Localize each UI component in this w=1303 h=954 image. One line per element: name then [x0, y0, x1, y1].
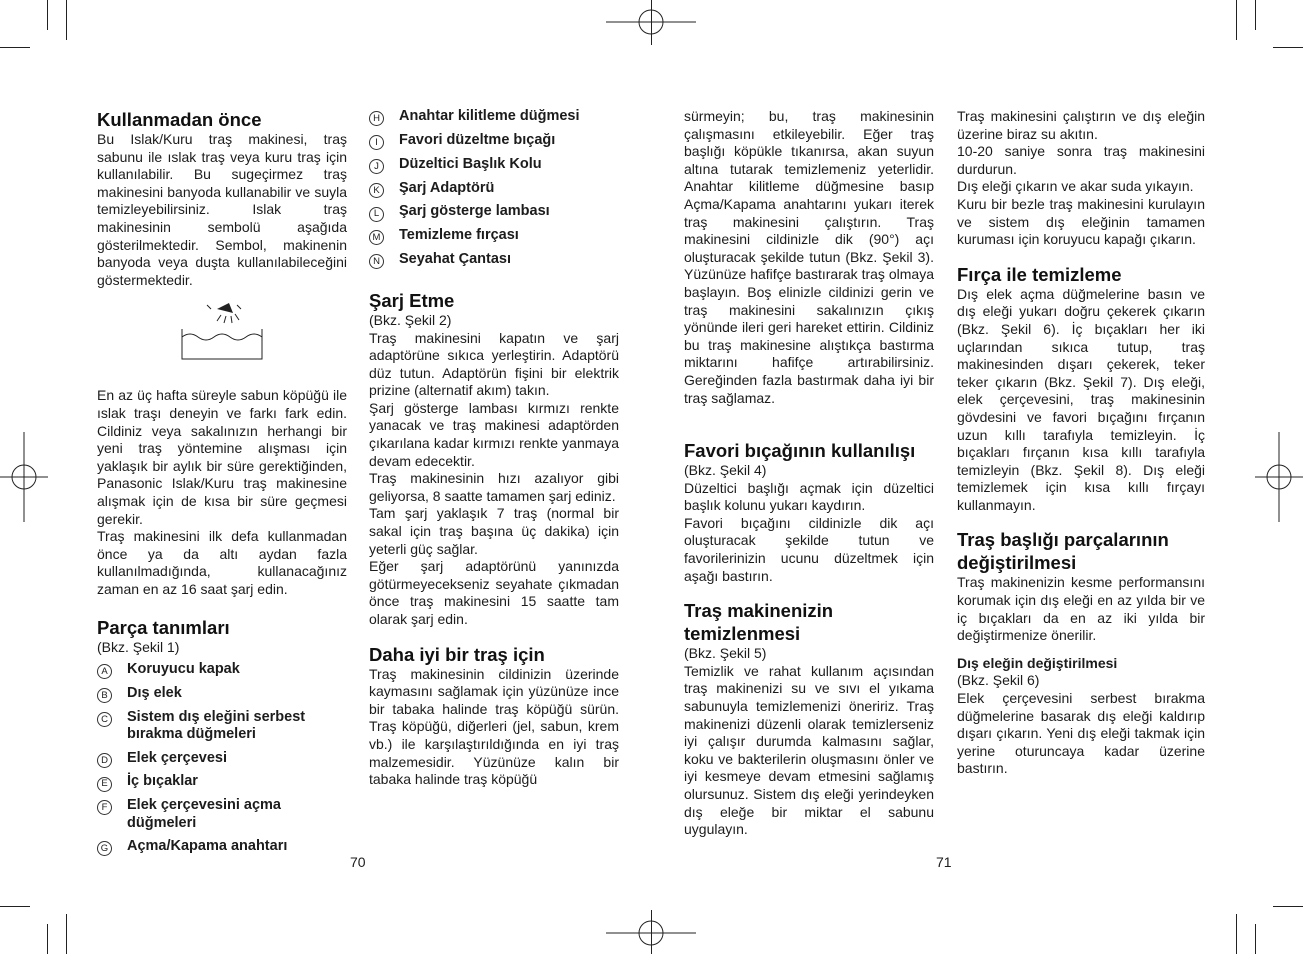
column-4: [957, 108, 1205, 778]
list-item: [369, 132, 619, 150]
letter-badge: I: [369, 135, 384, 150]
subsection-title-outer-foil: Dış eleğin değiştirilmesi: [957, 654, 1118, 671]
charging-p1: Traş makinesini kapatın ve şarj adaptörüne sıkıca yerleştirin. Adaptörü düz tutun. Adaptörün fişini bir elektrik prizine (alternatif akım) takın.: [369, 329, 619, 399]
list-item: [97, 709, 347, 744]
letter-badge: B: [97, 688, 112, 703]
part-label: Sistem dış eleğini serbest bırakma düğmeleri: [127, 708, 306, 743]
letter-badge: D: [97, 753, 112, 768]
section-title-favorite-trimmer: Favori bıçağının kullanılışı: [684, 440, 916, 462]
letter-badge: L: [369, 207, 384, 222]
letter-badge: M: [369, 230, 384, 245]
part-label: Koruyucu kapak: [127, 661, 240, 678]
crop-mark: [1255, 924, 1256, 954]
brush-cleaning-p1: Dış elek açma düğmelerine basın ve dış eleği yukarı doğru çekerek çıkarın (Bkz. Şekil 6). İç bıçakları her iki uçlarından sıkıca tutup, traş makinesinden dışarı çekerek, teker teker çıkarın (Bkz. Şekil 7). Dış eleği, elek çerçevesini, traş makinesinin gövdesini ve favori bıçağını fırçanın uzun kıllı tarafıyla temizleyin. İç bıçakları fırçanın kısa kıllı tarafıyla temizleyin (Bkz. Şekil 8). Dış eleği temizlemek için kısa kıllı fırçayı kullanmayın.: [957, 285, 1205, 513]
letter-badge: A: [97, 664, 112, 679]
part-label: Açma/Kapama anahtarı: [127, 838, 288, 854]
part-label: Seyahat Çantası: [399, 251, 512, 268]
before-use-para2: En az üç hafta süreyle sabun köpüğü ile ıslak traşı deneyin ve farkı fark edin. Cildiniz veya sakalınızın herhangi bir yeni traş yöntemine alışması için yaklaşık bir aylık bir süre gerektiğinden, Panasonic Islak/Kuru traş makinesine alışmak için de kısa bir süre geçmesi gerekir.: [97, 387, 347, 527]
crop-mark: [0, 906, 30, 907]
cleaning-p1: Temizlik ve rahat kullanım açısından traş makinenizi su ve sıvı el yıkama sabunuyla temizlemenizi öneririz. Traş makinenizi düzenli olarak temizlerseniz iyi çalışır durumda kalmasını sağlar, koku ve bakterilerin oluşmasını önler ve iyi kesmeye devam etmesini sağlamış olursunuz. Sistem dış eleği yerindeyken dış eleğe bir miktar el sabunu uygulayın.: [684, 662, 934, 838]
part-label: İç bıçaklar: [127, 773, 198, 790]
part-label: Elek çerçevesini açma düğmeleri: [127, 797, 281, 831]
crop-mark: [47, 0, 48, 30]
list-item: [97, 661, 347, 679]
crop-mark: [0, 47, 30, 48]
part-label: Şarj Adaptörü: [399, 179, 495, 196]
replacing-sub-ref: (Bkz. Şekil 6): [957, 672, 1040, 689]
cleaning-p2: Traş makinesini çalıştırın ve dış eleğin üzerine biraz su akıtın.: [957, 108, 1205, 142]
list-item: [369, 203, 619, 221]
letter-badge: E: [97, 777, 112, 792]
section-title-charging: Şarj Etme: [369, 289, 455, 311]
favorite-trimmer-p1: Düzeltici başlığı açmak için düzeltici başlık kolunu yukarı kaydırın.: [684, 479, 934, 514]
registration-mark-top: [606, 0, 696, 48]
cleaning-ref: (Bkz. Şekil 5): [684, 645, 767, 662]
letter-badge: K: [369, 183, 384, 198]
part-label: Dış elek: [127, 684, 182, 701]
charging-ref: (Bkz. Şekil 2): [369, 311, 452, 328]
cleaning-p5: Kuru bir bezle traş makinesini kurulayın ve sistem dış eleğinin tamamen kuruması için koruyucu kapağı çıkarın.: [957, 195, 1205, 248]
replacing-sub-p1: Elek çerçevesini serbest bırakma düğmelerine basarak dış eleği kaldırıp dışarı çıkarın. Yeni dış eleği takmak için yerine oturuncaya kadar üzerine bastırın.: [957, 690, 1205, 777]
registration-mark-bottom: [606, 912, 696, 954]
list-item: [97, 838, 347, 856]
section-title-before-use: Kullanmadan önce: [97, 109, 262, 130]
before-use-para3: Traş makinesini ilk defa kullanmadan önce ya da altı aydan fazla kullanılmadığında, kullanacağınız zaman en az 16 saat şarj edin.: [97, 528, 347, 597]
replacing-p1: Traş makinenizin kesme performansını korumak için dış eleği en az yılda bir ve iç bıçakları da en az iki yılda bir değiştirmenize önerilir.: [957, 574, 1205, 644]
better-shave-cont: sürmeyin; bu, traş makinesinin çalışmasını etkileyebilir. Eğer traş başlığı köpükle tıkanırsa, akan suyun altına tutarak temizlemeniz yeterlidir. Anahtar kilitleme düğmesine basıp Açma/Kapama anahtarını yukarı iterek traş makinesini çalıştırın. Traş makinesini cildinizle dik (90°) açı oluşturacak şekilde tutun (Bkz. Şekil 3). Yüzünüze hafifçe bastırarak traş olmaya başlayın. Boş elinizle cildinizi gerin ve traş makinesini sakalınızın çıkış yönünde ileri geri hareket ettirin. Cildiniz bu traş makinesine alıştıkça bastırma miktarını hafifçe artırabilirsiniz. Gereğinden fazla bastırmak daha iyi bir traş sağlamaz.: [684, 108, 934, 406]
list-item: [97, 750, 347, 768]
section-title-parts: Parça tanımları: [97, 617, 230, 639]
column-2: [369, 108, 619, 789]
registration-mark-left: [0, 432, 48, 522]
cleaning-p4: Dış eleği çıkarın ve akar suda yıkayın.: [957, 178, 1194, 195]
charging-p4: Tam şarj yaklaşık 7 traş (normal bir sakal için traş başına üç dakika) için yeterli güç sağlar.: [369, 505, 619, 557]
letter-badge: H: [369, 111, 384, 126]
parts-list: [97, 661, 347, 856]
charging-p2: Şarj gösterge lambası kırmızı renkte yanacak ve traş makinesi adaptörden çıkarılana kadar kırmızı renkte yanmaya devam edecektir.: [369, 399, 619, 469]
favorite-trimmer-p2: Favori bıçağını cildinizle dik açı oluşturacak şekilde tutun ve favorilerinizin ucunu düzeltmek için aşağı bastırın.: [684, 514, 934, 584]
page-number-left: 70: [350, 854, 366, 870]
part-label: Favori düzeltme bıçağı: [399, 131, 556, 148]
registration-mark-right: [1255, 432, 1303, 522]
shower-bath-icon: [97, 301, 347, 371]
list-item: [97, 685, 347, 703]
part-label: Elek çerçevesi: [127, 749, 227, 766]
crop-mark: [1273, 47, 1303, 48]
part-label: Anahtar kilitleme düğmesi: [399, 108, 580, 124]
parts-list-cont: [369, 108, 619, 269]
favorite-trimmer-ref: (Bkz. Şekil 4): [684, 462, 767, 479]
letter-badge: G: [97, 841, 112, 856]
crop-mark: [66, 914, 67, 954]
list-item: [97, 773, 347, 791]
section-title-brush-cleaning: Fırça ile temizleme: [957, 263, 1122, 285]
crop-mark: [1255, 0, 1256, 30]
crop-mark: [66, 0, 67, 40]
part-label: Şarj gösterge lambası: [399, 203, 550, 220]
crop-mark: [1236, 914, 1237, 954]
letter-badge: F: [97, 800, 112, 815]
parts-ref: (Bkz. Şekil 1): [97, 639, 180, 656]
part-label: Temizleme fırçası: [399, 227, 519, 244]
list-item: [369, 108, 619, 126]
section-title-replacing: Traş başlığı parçalarının değiştirilmesi: [957, 529, 1169, 574]
letter-badge: N: [369, 254, 384, 269]
section-title-better-shave: Daha iyi bir traş için: [369, 643, 545, 665]
letter-badge: J: [369, 159, 384, 174]
letter-badge: C: [97, 712, 112, 727]
crop-mark: [1273, 906, 1303, 907]
column-1: [97, 108, 347, 862]
charging-p3: Traş makinesinin hızı azalıyor gibi geliyorsa, 8 saatte tamamen şarj ediniz.: [369, 470, 619, 504]
cleaning-p3: 10-20 saniye sonra traş makinesini durdurun.: [957, 143, 1205, 177]
before-use-intro: Bu Islak/Kuru traş makinesi, traş sabunu ile ıslak traş veya kuru traş için kullanılabilir. Bu sugeçirmez traş makinesini banyoda kullanabilir ve suyla temizleyebilirsiniz. Islak traş makinesinin sembolü aşağıda gösterilmektedir. Sembol, makinenin banyoda veya duşta kullanılabileceğini göstermektedir.: [97, 131, 347, 288]
charging-p5: Eğer şarj adaptörünü yanınızda götürmeyecekseniz seyahate çıkmadan önce traş makinesini 15 saatte tam olarak şarj edin.: [369, 558, 619, 627]
crop-mark: [1236, 0, 1237, 40]
crop-mark: [47, 924, 48, 954]
column-3: [684, 108, 934, 839]
list-item: [369, 156, 619, 174]
list-item: [369, 180, 619, 198]
list-item: [97, 797, 347, 832]
part-label: Düzeltici Başlık Kolu: [399, 155, 542, 172]
page-number-right: 71: [936, 854, 952, 870]
better-shave-p1: Traş makinesinin cildinizin üzerinde kaymasını sağlamak için yüzünüze ince bir tabaka halinde traş köpüğü sürün. Traş köpüğü, diğerleri (jel, sabun, krem vb.) ile karşılaştırıldığında en iyi traş malzemesidir. Yüzünüze kalın bir tabaka halinde traş köpüğü: [369, 665, 619, 788]
list-item: [369, 251, 619, 269]
section-title-cleaning: Traş makinenizin temizlenmesi: [684, 600, 834, 645]
list-item: [369, 227, 619, 245]
